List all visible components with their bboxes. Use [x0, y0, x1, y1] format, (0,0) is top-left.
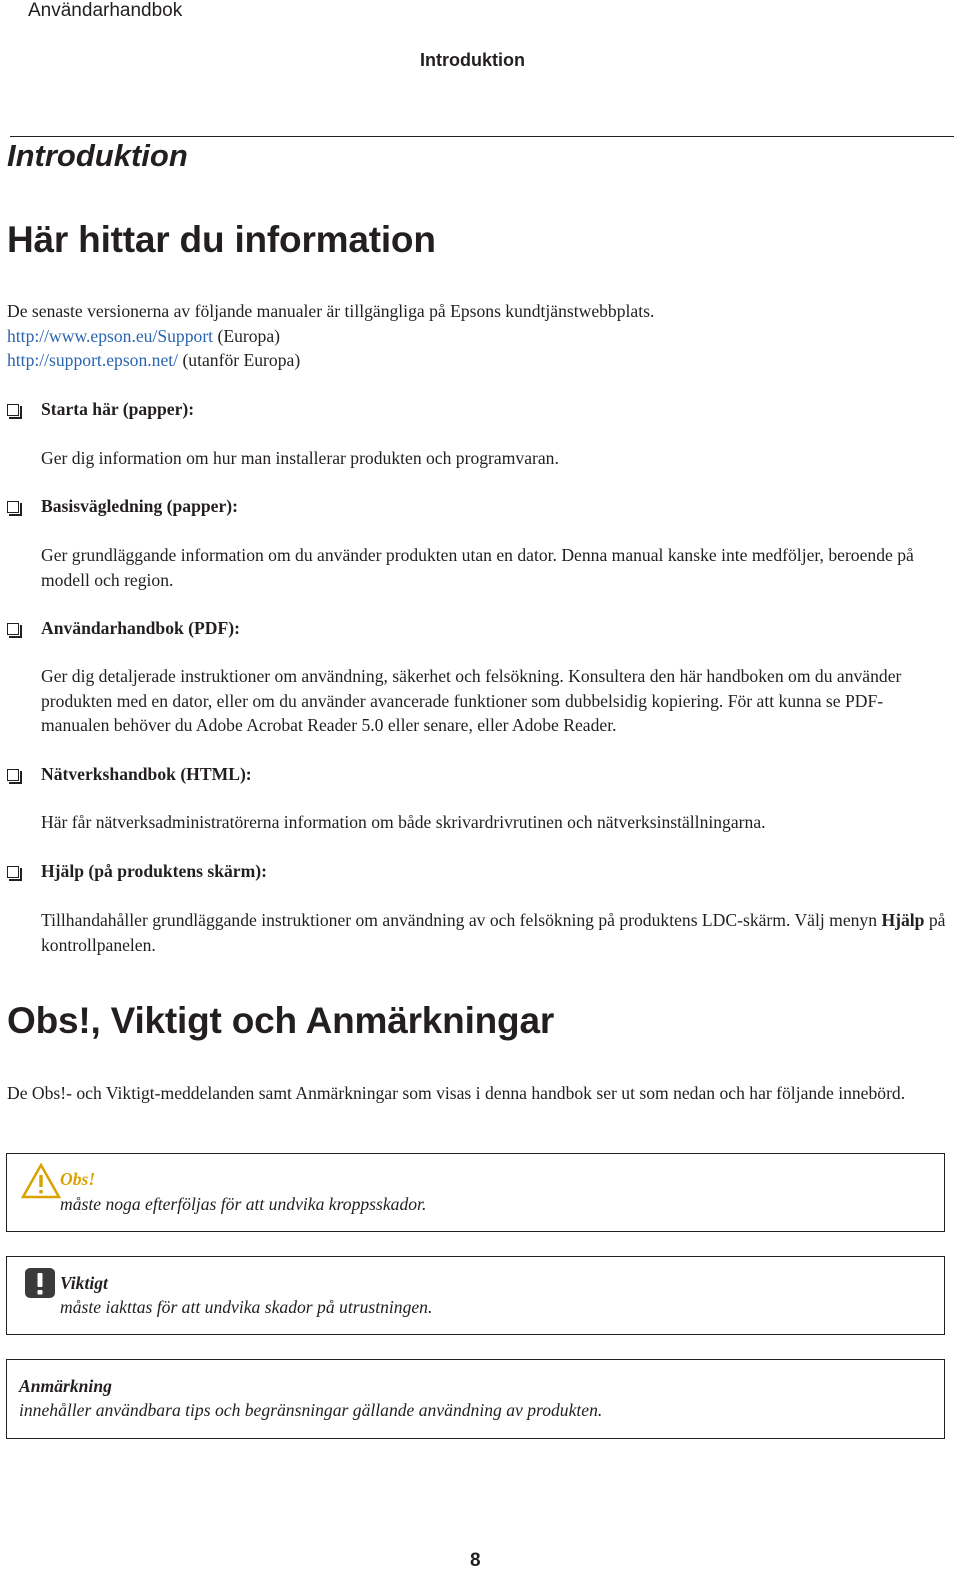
item-description: Ger grundläggande information om du använder produkten utan en dator. Denna manual kanske inte medföljer, beroende på modell och region. — [41, 545, 914, 590]
item-description: Ger dig detaljerade instruktioner om användning, säkerhet och felsökning. Konsultera den här handboken om du använder produkten med en dator, eller om du använder avancerade funktioner som dubbelsidig kopiering. För att kunna se PDF-manualen behöver du Adobe Acrobat Reader 5.0 eller senare, eller Adobe Reader. — [41, 666, 902, 735]
item-title: Användarhandbok (PDF): — [41, 618, 240, 638]
item-desc-part2: på kontrollpanelen. — [41, 910, 946, 955]
header-doc-title: Användarhandbok — [28, 0, 183, 21]
header-section-title: Introduktion — [420, 50, 525, 70]
remark-text: innehåller användbara tips och begränsningar gällande användning av produkten. — [19, 1400, 603, 1420]
exclamation-icon — [24, 1267, 56, 1299]
item-description: Ger dig information om hur man installerar produkten och programvaran. — [41, 448, 559, 468]
important-notebox — [6, 1256, 945, 1335]
header-rule — [10, 136, 954, 137]
page-number: 8 — [470, 1550, 481, 1571]
checkbox-bullet-icon — [7, 769, 19, 781]
section-heading-notes: Obs!, Viktigt och Anmärkningar — [7, 1000, 555, 1041]
obs-text: måste noga efterföljas för att undvika kroppsskador. — [60, 1194, 427, 1214]
link-line-outside-europe — [7, 348, 955, 373]
list-item — [7, 859, 955, 884]
list-item — [7, 616, 955, 641]
checkbox-bullet-icon — [7, 866, 19, 878]
notes-intro-paragraph: De Obs!- och Viktigt-meddelanden samt Anmärkningar som visas i denna handbok ser ut som nedan och har följande innebörd. — [7, 1083, 906, 1103]
important-title: Viktigt — [60, 1273, 108, 1293]
list-item — [7, 762, 955, 787]
list-item — [7, 494, 955, 519]
intro-text: De senaste versionerna av följande manualer är tillgängliga på Epsons kundtjänstwebbplats. — [7, 301, 655, 321]
warning-triangle-icon — [21, 1163, 61, 1199]
item-title: Hjälp (på produktens skärm): — [41, 861, 267, 881]
epson-europe-link[interactable]: http://www.epson.eu/Support — [7, 325, 214, 346]
link-line-europe — [7, 324, 955, 349]
remark-title: Anmärkning — [19, 1376, 112, 1396]
link1-suffix: (Europa) — [213, 325, 280, 346]
item-desc-part1: Tillhandahåller grundläggande instruktioner om användning av och felsökning på produktens LDC-skärm. Välj menyn — [41, 910, 882, 930]
intro-paragraph — [7, 299, 955, 373]
checkbox-bullet-icon — [7, 623, 19, 635]
section-heading-information: Här hittar du information — [7, 219, 436, 260]
important-text: måste iakttas för att undvika skador på utrustningen. — [60, 1297, 433, 1317]
remark-notebox — [6, 1359, 945, 1439]
warning-notebox — [6, 1153, 945, 1232]
item-desc-bold: Hjälp — [881, 910, 925, 930]
list-item — [7, 397, 955, 422]
item-title: Basisvägledning (papper): — [41, 496, 238, 516]
checkbox-bullet-icon — [7, 404, 19, 416]
link2-suffix: (utanför Europa) — [178, 350, 301, 370]
item-title: Starta här (papper): — [41, 399, 195, 419]
item-description: Här får nätverksadministratörerna information om både skrivardrivrutinen och nätverksinställningarna. — [41, 812, 766, 832]
epson-global-link[interactable]: http://support.epson.net/ — [7, 350, 179, 370]
checkbox-bullet-icon — [7, 501, 19, 513]
item-title: Nätverkshandbok (HTML): — [41, 764, 252, 784]
chapter-title: Introduktion — [7, 138, 188, 173]
item-description — [41, 908, 947, 957]
obs-title: Obs! — [60, 1169, 96, 1189]
